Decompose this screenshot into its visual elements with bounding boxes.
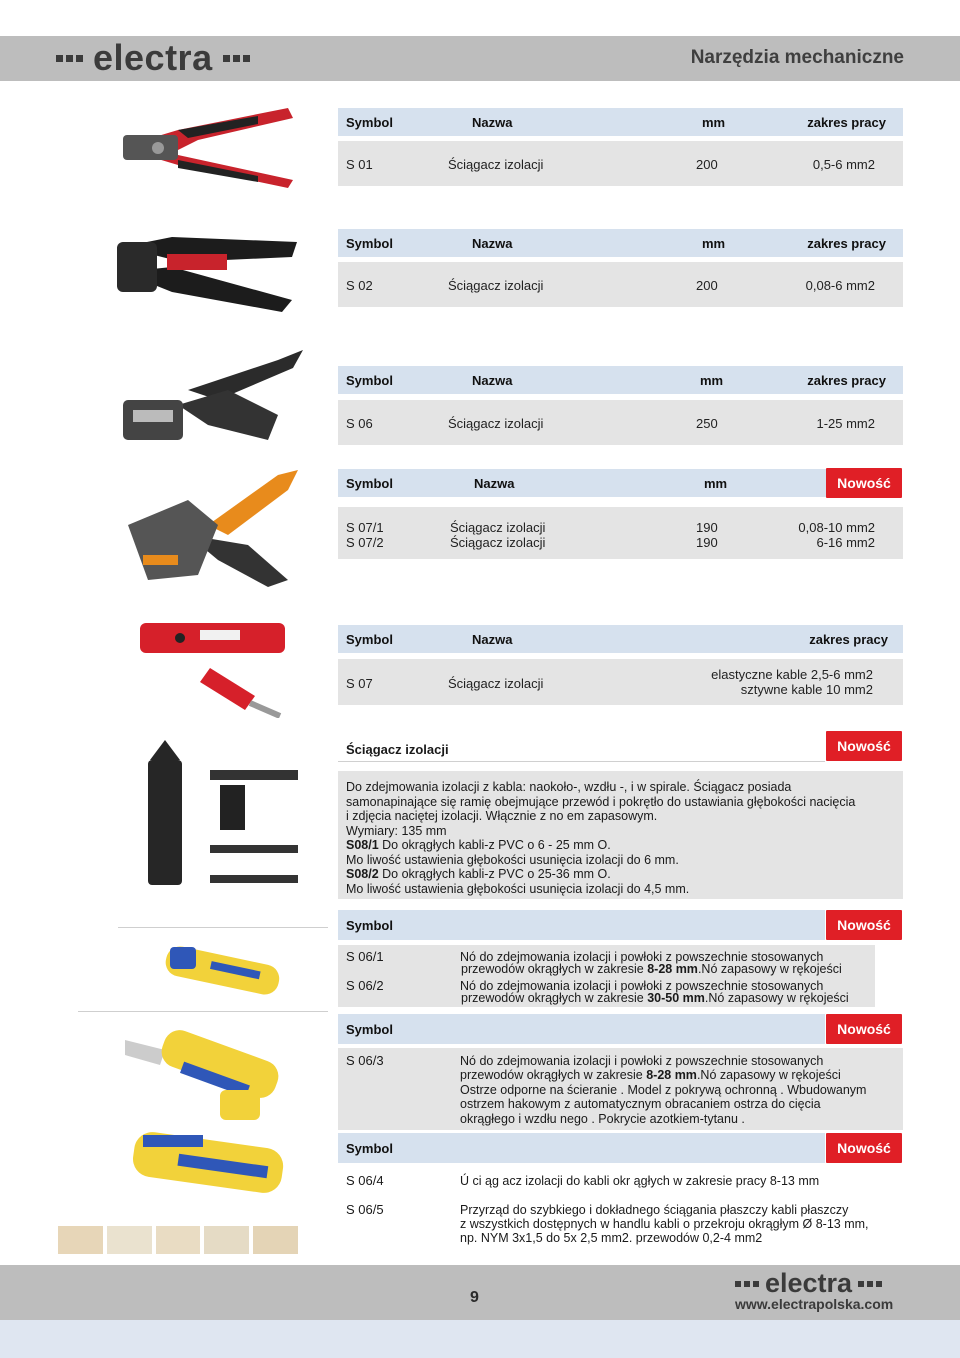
desc-line: okrągłego i wzdłu nego . Pokrycie azotkiem-tytanu . xyxy=(460,1112,745,1126)
desc-line: Mo liwość ustawienia głębokości usunięcia izolacji do 6 mm. xyxy=(346,852,679,867)
desc-line xyxy=(461,962,842,977)
name: Ściągacz izolacji xyxy=(448,278,544,293)
s02-tool-image xyxy=(112,222,307,317)
mm: 200 xyxy=(696,157,718,172)
footer-strip xyxy=(0,1320,960,1358)
col-zakres: zakres pracy xyxy=(807,115,886,130)
variant-code: S08/2 xyxy=(346,867,379,881)
symbol: S 06/4 xyxy=(346,1173,384,1188)
product-row-s01 xyxy=(338,141,903,186)
desc-line: Mo liwość ustawienia głębokości usunięcia izolacji do 4,5 mm. xyxy=(346,881,690,896)
desc-line xyxy=(346,867,903,882)
s08-title: Ściągacz izolacji xyxy=(346,742,449,757)
table-header-s01 xyxy=(338,108,903,136)
name: Ściągacz izolacji xyxy=(450,520,546,535)
s01-tool-image xyxy=(118,100,298,190)
product-row-s07 xyxy=(338,659,903,705)
usage-photo xyxy=(204,1226,249,1254)
mm: 250 xyxy=(696,416,718,431)
logo-squares-right-icon xyxy=(223,55,250,62)
s08-description xyxy=(338,771,903,899)
range: 6-16 mm2 xyxy=(816,535,875,550)
desc-text: .Nó zapasowy w rękojeści xyxy=(704,991,849,1005)
desc-line: Ú ci ąg acz izolacji do kabli okr ągłych w zakresie pracy 8-13 mm xyxy=(460,1174,820,1188)
desc-text: .Nó zapasowy w rękojeści xyxy=(696,1068,841,1082)
table-header-s07 xyxy=(338,625,903,653)
footer-logo[interactable] xyxy=(735,1270,882,1297)
desc-line: Nó do zdejmowania izolacji i powłoki z powszechnie stosowanych xyxy=(460,1054,824,1068)
s07-1-tool-image xyxy=(128,465,303,590)
desc-text: przewodów okrągłych w zakresie xyxy=(461,991,648,1005)
desc-line xyxy=(346,838,903,853)
product-row-s06 xyxy=(338,400,903,445)
col-symbol: Symbol xyxy=(346,1141,393,1156)
logo-squares-left-icon xyxy=(735,1281,759,1287)
range-flexible: elastyczne kable 2,5-6 mm2 xyxy=(711,667,873,682)
desc-line: Przyrząd do szybkiego i dokładnego ściągania płaszczy kabli płaszczy xyxy=(460,1203,849,1217)
table-header-s06-3 xyxy=(338,1014,825,1044)
col-nazwa: Nazwa xyxy=(474,476,515,491)
col-zakres: zakres pracy xyxy=(807,236,886,251)
product-rows-s06-1 xyxy=(338,945,875,1007)
symbol: S 06/3 xyxy=(346,1053,384,1068)
desc-line: np. NYM 3x1,5 do 5x 2,5 mm2. przewodów 0,2-4 mm2 xyxy=(460,1231,763,1245)
desc-line: Nó do zdejmowania izolacji i powłoki z powszechnie stosowanych xyxy=(460,950,824,964)
new-badge: Nowość xyxy=(826,731,902,761)
range: 1-25 mm2 xyxy=(816,416,875,431)
range-rigid: sztywne kable 10 mm2 xyxy=(740,682,873,697)
logo-squares-right-icon xyxy=(858,1281,882,1287)
desc-line: Wymiary: 135 mm xyxy=(346,823,447,838)
col-symbol: Symbol xyxy=(346,236,393,251)
symbol: S 06 xyxy=(346,416,373,431)
usage-photo xyxy=(253,1226,298,1254)
desc-text: przewodów okrągłych w zakresie xyxy=(460,1068,647,1082)
desc-line xyxy=(461,991,849,1006)
table-header-s02 xyxy=(338,229,903,257)
divider xyxy=(78,1011,328,1012)
variant-text: Do okrągłych kabli-z PVC o 6 - 25 mm O. xyxy=(378,838,611,852)
symbol: S 06/5 xyxy=(346,1202,384,1217)
desc-line xyxy=(460,1068,841,1083)
logo-squares-left-icon xyxy=(56,55,83,62)
s08-title-bar xyxy=(338,731,825,762)
range: 0,5-6 mm2 xyxy=(812,157,875,172)
usage-photo xyxy=(58,1226,103,1254)
col-symbol: Symbol xyxy=(346,115,393,130)
product-row-s06-3 xyxy=(338,1048,903,1130)
s06-3-tool-image xyxy=(120,1020,285,1125)
col-zakres: zakres pracy xyxy=(807,373,886,388)
symbol: S 06/1 xyxy=(346,949,384,964)
symbol: S 07 xyxy=(346,676,373,691)
s07-tool-image xyxy=(140,618,290,718)
table-header-s06-1 xyxy=(338,910,825,940)
col-symbol: Symbol xyxy=(346,373,393,388)
table-header-s06-4 xyxy=(338,1133,825,1163)
name: Ściągacz izolacji xyxy=(450,535,546,550)
mm: 190 xyxy=(696,535,718,550)
mm: 190 xyxy=(696,520,718,535)
s08-tool-image xyxy=(140,740,300,890)
desc-line: Nó do zdejmowania izolacji i powłoki z powszechnie stosowanych xyxy=(460,979,824,993)
product-row-s02 xyxy=(338,262,903,307)
variant-code: S08/1 xyxy=(346,838,379,852)
range: 0,08-6 mm2 xyxy=(805,278,875,293)
website-link[interactable]: www.electrapolska.com xyxy=(735,1296,894,1312)
usage-photo xyxy=(156,1226,201,1254)
desc-line: i zdjęcia naciętej izolacji. Włącznie z no em zapasowym. xyxy=(346,809,658,823)
range: 0,08-10 mm2 xyxy=(798,520,875,535)
col-nazwa: Nazwa xyxy=(472,115,513,130)
symbol: S 02 xyxy=(346,278,373,293)
s06-tool-image xyxy=(118,350,308,450)
symbol: S 06/2 xyxy=(346,978,384,993)
col-mm: mm xyxy=(702,115,726,130)
desc-text: przewodów okrągłych w zakresie xyxy=(461,962,648,976)
logo-text: electra xyxy=(93,37,213,78)
divider xyxy=(118,927,328,928)
symbol: S 01 xyxy=(346,157,373,172)
range-value: 30-50 mm xyxy=(647,991,705,1005)
col-nazwa: Nazwa xyxy=(472,236,513,251)
product-rows-s06-4 xyxy=(338,1166,903,1252)
desc-line: Ostrze odporne na ścieranie . Model z pokrywą ochronną . Wbudowanym xyxy=(460,1083,867,1097)
table-header-s07-1 xyxy=(338,469,828,497)
col-mm: mm xyxy=(700,373,724,388)
col-symbol: Symbol xyxy=(346,1022,393,1037)
col-nazwa: Nazwa xyxy=(472,373,513,388)
page-title: Narzędzia mechaniczne xyxy=(690,47,904,68)
col-symbol: Symbol xyxy=(346,632,393,647)
name: Ściągacz izolacji xyxy=(448,416,544,431)
col-mm: mm xyxy=(704,476,728,491)
name: Ściągacz izolacji xyxy=(448,676,544,691)
page-number: 9 xyxy=(470,1289,479,1306)
col-nazwa: Nazwa xyxy=(472,632,513,647)
new-badge: Nowość xyxy=(826,468,902,498)
usage-photo xyxy=(107,1226,152,1254)
desc-line: ostrzem hakowym z automatycznym obracaniem ostrza do cięcia xyxy=(460,1097,821,1111)
range-value: 8-28 mm xyxy=(647,962,698,976)
col-symbol: Symbol xyxy=(346,918,393,933)
desc-line: samonapinające się ramię obejmujące przewód i pokrętło do ustawiania głębokości nacięcia xyxy=(346,794,856,809)
new-badge: Nowość xyxy=(826,1014,902,1044)
brand-logo[interactable] xyxy=(56,37,250,78)
desc-text: .Nó zapasowy w rękojeści xyxy=(697,962,842,976)
name: Ściągacz izolacji xyxy=(448,157,544,172)
usage-photo-strip xyxy=(58,1226,298,1254)
range-value: 8-28 mm xyxy=(646,1068,697,1082)
mm: 200 xyxy=(696,278,718,293)
new-badge: Nowość xyxy=(826,1133,902,1163)
s06-4-tool-image xyxy=(128,1125,288,1210)
desc-line: Do zdejmowania izolacji z kabla: naokoło-, wzdłu -, i w spirale. Ściągacz posiada xyxy=(346,780,792,794)
desc-line: z wszystkich dostępnych w handlu kabli o przekroju okrągłym Ø 8-13 mm, xyxy=(460,1217,869,1231)
col-zakres: zakres pracy xyxy=(809,632,888,647)
variant-text: Do okrągłych kabli-z PVC o 25-36 mm O. xyxy=(378,867,611,881)
table-header-s06 xyxy=(338,366,903,394)
symbol: S 07/2 xyxy=(346,535,384,550)
s06-1-tool-image xyxy=(155,935,285,1005)
col-symbol: Symbol xyxy=(346,476,393,491)
product-rows-s07-1 xyxy=(338,507,903,559)
new-badge: Nowość xyxy=(826,910,902,940)
col-mm: mm xyxy=(702,236,726,251)
footer-logo-text: electra xyxy=(765,1268,853,1298)
symbol: S 07/1 xyxy=(346,520,384,535)
